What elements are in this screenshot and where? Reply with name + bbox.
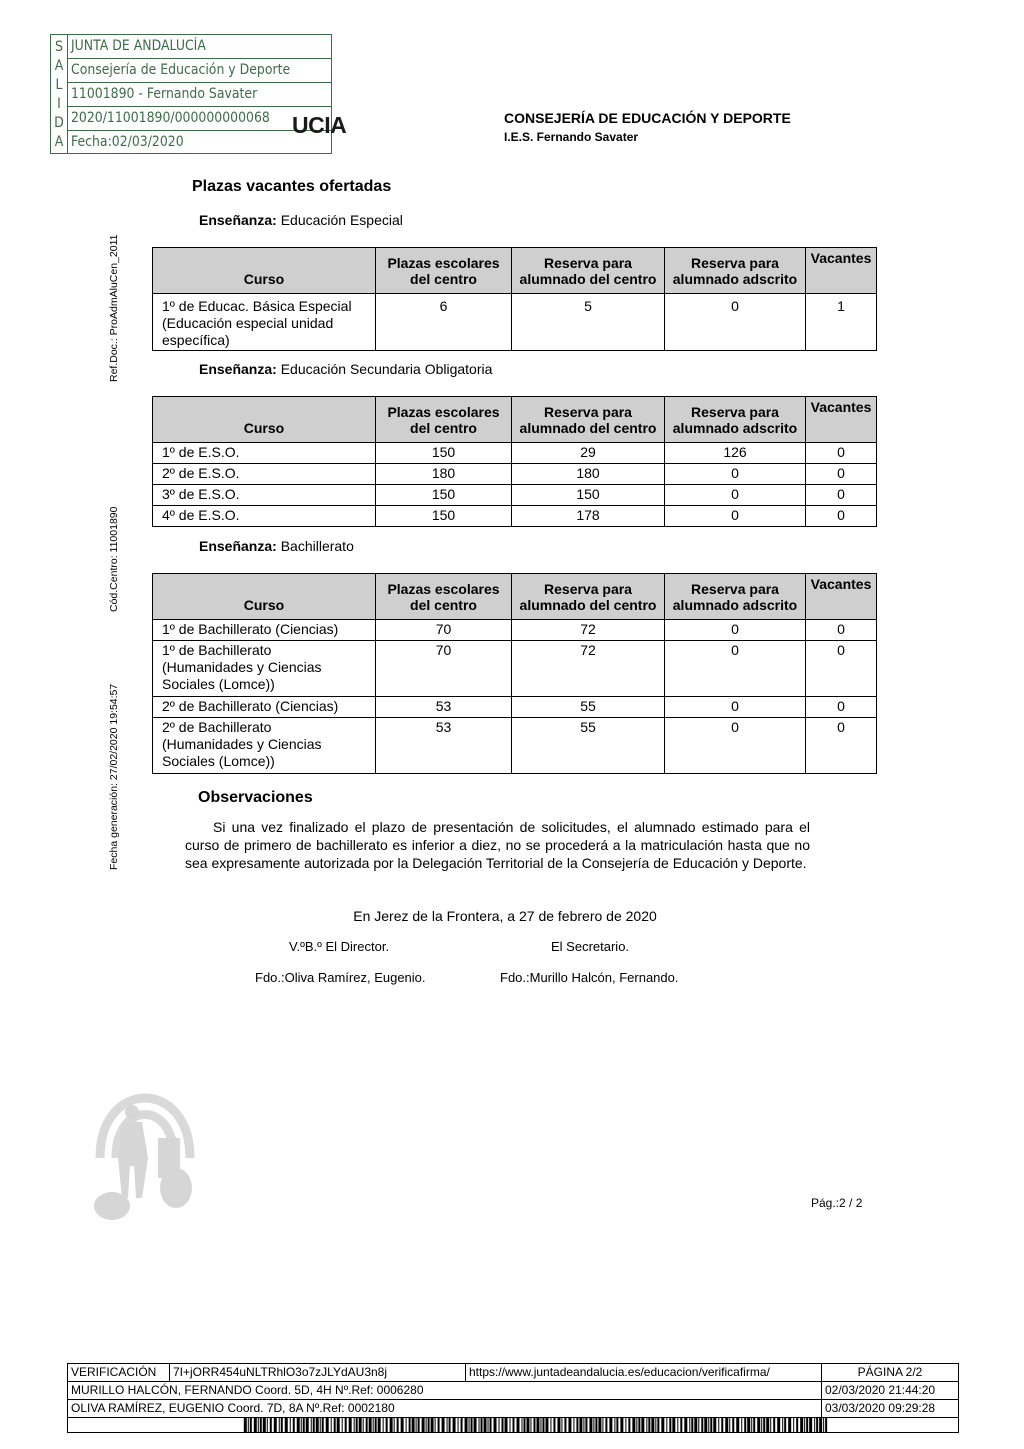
barcode-bar [784, 1418, 786, 1432]
barcode-bar [632, 1418, 635, 1432]
cell-reserva-centro: 55 [512, 697, 665, 718]
cell-reserva-centro: 180 [512, 464, 665, 485]
barcode-bar [540, 1418, 541, 1432]
cell-plazas: 150 [376, 506, 512, 527]
side-cod-centro: Cód.Centro: 11001890 [108, 506, 120, 612]
cell-reserva-adscrito: 0 [665, 485, 806, 506]
barcode-bar [281, 1418, 283, 1432]
barcode-bar [777, 1418, 780, 1432]
cell-reserva-centro: 72 [512, 620, 665, 641]
barcode-bar [322, 1418, 324, 1432]
barcode-bar [691, 1418, 693, 1432]
barcode-bar [646, 1418, 647, 1432]
barcode-bar [516, 1418, 519, 1432]
signer1-date: 02/03/2020 21:44:20 [822, 1382, 959, 1400]
barcode-bar [418, 1418, 420, 1432]
table-row [153, 697, 877, 718]
barcode-bar [770, 1418, 771, 1432]
director-role: V.ºB.º El Director. [289, 939, 390, 954]
barcode-bar [672, 1418, 675, 1432]
table-row [153, 485, 877, 506]
barcode-bar [356, 1418, 358, 1432]
barcode-bar [254, 1418, 257, 1432]
barcode-bar [394, 1418, 395, 1432]
col-header-vacantes: Vacantes [806, 397, 877, 443]
observaciones-text: Si una vez finalizado el plazo de presentación de solicitudes, el alumnado estimado para el curso de primero de bachillerato es inferior a diez, no se procederá a la matriculación hasta que no sea expresamente autorizada por la Delegación Territorial de la Consejería de Educación y Deporte. [185, 819, 810, 871]
table-row [153, 641, 877, 697]
barcode-bar [564, 1418, 566, 1432]
col-header-vacantes: Vacantes [806, 574, 877, 620]
barcode-bar [469, 1418, 470, 1432]
table-eso [152, 396, 877, 527]
barcode-bar [550, 1418, 551, 1432]
verification-page: PÁGINA 2/2 [822, 1364, 959, 1382]
col-header-curso: Curso [153, 248, 376, 294]
barcode-bar [704, 1418, 707, 1432]
barcode-bar [390, 1418, 393, 1432]
barcode-bar [614, 1418, 615, 1432]
barcode-bar [761, 1418, 762, 1432]
barcode-bar [804, 1418, 805, 1432]
barcode-bar [753, 1418, 755, 1432]
barcode-bar [311, 1418, 312, 1432]
cell-plazas: 53 [376, 697, 512, 718]
barcode-bar [694, 1418, 697, 1432]
signer1-info: MURILLO HALCÓN, FERNANDO Coord. 5D, 4H Nº.Ref: 0006280 [68, 1382, 822, 1400]
barcode-bar [471, 1418, 473, 1432]
col-header-reserva-adscrito: Reserva para alumnado adscrito [665, 248, 806, 294]
barcode-bar [698, 1418, 699, 1432]
table-row [153, 506, 877, 527]
cell-curso: 3º de E.S.O. [153, 485, 376, 506]
cell-vacantes: 0 [806, 697, 877, 718]
col-header-reserva-centro: Reserva para alumnado del centro [512, 397, 665, 443]
cell-reserva-adscrito: 126 [665, 443, 806, 464]
barcode-bar [744, 1418, 746, 1432]
barcode-bar [796, 1418, 798, 1432]
barcode-bar [816, 1418, 818, 1432]
barcode-bar [819, 1418, 822, 1432]
cell-curso: 1º de E.S.O. [153, 443, 376, 464]
table-row [153, 443, 877, 464]
cell-vacantes: 0 [806, 485, 877, 506]
barcode-bar [814, 1418, 815, 1432]
page-title: Plazas vacantes ofertadas [192, 178, 392, 195]
barcode-bar [258, 1418, 259, 1432]
cell-plazas: 150 [376, 443, 512, 464]
barcode-bar [666, 1418, 667, 1432]
barcode-bar [713, 1418, 716, 1432]
barcode-bar [447, 1418, 448, 1432]
cell-curso: 1º de Bachillerato (Ciencias) [153, 620, 376, 641]
barcode-bar [741, 1418, 742, 1432]
barcode-bar [449, 1418, 451, 1432]
cell-reserva-centro: 72 [512, 641, 665, 697]
verification-code: 7I+jORR454uNLTRhlO3o7zJLYdAU3n8j [170, 1364, 466, 1382]
cell-vacantes: 0 [806, 641, 877, 697]
barcode-bar [406, 1418, 407, 1432]
barcode-bar [260, 1418, 262, 1432]
barcode-bar [585, 1418, 587, 1432]
barcode-bar [326, 1418, 329, 1432]
barcode-bar [773, 1418, 775, 1432]
barcode-bar [386, 1418, 388, 1432]
barcode-bar [648, 1418, 650, 1432]
section-heading-eso: Enseñanza: Educación Secundaria Obligatoria [199, 361, 493, 377]
barcode-bar [655, 1418, 656, 1432]
barcode-bar [274, 1418, 277, 1432]
barcode-bar [431, 1418, 434, 1432]
barcode-bar [453, 1418, 456, 1432]
barcode-bar [536, 1418, 539, 1432]
cell-reserva-centro: 5 [512, 294, 665, 351]
barcode-bar [625, 1418, 626, 1432]
cell-reserva-adscrito: 0 [665, 641, 806, 697]
cell-curso: 1º de Bachillerato (Humanidades y Ciencias Sociales (Lomce)) [153, 641, 376, 697]
barcode-bar [523, 1418, 525, 1432]
cell-reserva-adscrito: 0 [665, 620, 806, 641]
table-row [153, 294, 877, 351]
barcode-bar [542, 1418, 544, 1432]
barcode-bar [669, 1418, 671, 1432]
barcode-bar [545, 1418, 548, 1432]
barcode-bar [620, 1418, 623, 1432]
barcode-bar [680, 1418, 682, 1432]
barcode-bar [593, 1418, 594, 1432]
barcode-bar [757, 1418, 760, 1432]
cell-reserva-centro: 55 [512, 718, 665, 774]
barcode-bar [375, 1418, 377, 1432]
barcode-bar [553, 1418, 555, 1432]
barcode-bar [349, 1418, 352, 1432]
barcode-bar [474, 1418, 477, 1432]
cell-plazas: 180 [376, 464, 512, 485]
org-subtitle: I.E.S. Fernando Savater [504, 130, 639, 144]
barcode-bar [806, 1418, 808, 1432]
stamp-salida-letters [51, 35, 68, 153]
org-title: CONSEJERÍA DE EDUCACIÓN Y DEPORTE [504, 110, 791, 126]
barcode-bar [568, 1418, 571, 1432]
director-name: Fdo.:Oliva Ramírez, Eugenio. [255, 970, 426, 985]
barcode-bar [244, 1418, 247, 1432]
cell-plazas: 70 [376, 641, 512, 697]
barcode-bar [651, 1418, 654, 1432]
cell-vacantes: 0 [806, 443, 877, 464]
barcode-bar [521, 1418, 522, 1432]
cell-curso: 2º de Bachillerato (Ciencias) [153, 697, 376, 718]
barcode-bar [316, 1418, 319, 1432]
barcode-bar [825, 1418, 827, 1432]
barcode-bar [793, 1418, 794, 1432]
cell-vacantes: 0 [806, 718, 877, 774]
barcode-bar [461, 1418, 463, 1432]
barcode-bar [345, 1418, 347, 1432]
barcode-bar [788, 1418, 791, 1432]
barcode-bar [809, 1418, 812, 1432]
stamp-letter: S [55, 38, 63, 55]
barcode-bar [657, 1418, 659, 1432]
barcode-bar [561, 1418, 562, 1432]
barcode-bar [598, 1418, 601, 1432]
stamp-letter: D [54, 114, 64, 131]
barcode-bar [263, 1418, 266, 1432]
place-date: En Jerez de la Frontera, a 27 de febrero de 2020 [353, 908, 657, 924]
barcode-bar [766, 1418, 769, 1432]
cell-reserva-adscrito: 0 [665, 697, 806, 718]
barcode-bar [677, 1418, 678, 1432]
barcode-bar [526, 1418, 529, 1432]
barcode-bar [729, 1418, 730, 1432]
cell-reserva-adscrito: 0 [665, 506, 806, 527]
barcode-bar [782, 1418, 783, 1432]
barcode-bar [416, 1418, 417, 1432]
barcode-bar [401, 1418, 404, 1432]
barcode-bar [279, 1418, 280, 1432]
barcode-bar [270, 1418, 272, 1432]
barcode-bar [412, 1418, 415, 1432]
barcode-bar [293, 1418, 295, 1432]
barcode-bar [579, 1418, 582, 1432]
col-header-plazas: Plazas escolares del centro [376, 574, 512, 620]
col-header-reserva-centro: Reserva para alumnado del centro [512, 248, 665, 294]
barcode-bar [267, 1418, 268, 1432]
barcode-bar [290, 1418, 291, 1432]
barcode-bar [689, 1418, 690, 1432]
col-header-plazas: Plazas escolares del centro [376, 397, 512, 443]
cell-curso: 4º de E.S.O. [153, 506, 376, 527]
secretario-role: El Secretario. [551, 939, 630, 954]
barcode-bar [320, 1418, 321, 1432]
col-header-reserva-adscrito: Reserva para alumnado adscrito [665, 397, 806, 443]
verification-url[interactable]: https://www.juntadeandalucia.es/educacion/verificafirma/ [466, 1364, 822, 1382]
barcode-bar [248, 1418, 249, 1432]
col-header-plazas: Plazas escolares del centro [376, 248, 512, 294]
barcode-bar [359, 1418, 362, 1432]
barcode-bar [576, 1418, 578, 1432]
signer2-date: 03/03/2020 09:29:28 [822, 1400, 959, 1418]
barcode-bar [557, 1418, 560, 1432]
cell-reserva-adscrito: 0 [665, 464, 806, 485]
cell-vacantes: 1 [806, 294, 877, 351]
barcode-bar [297, 1418, 300, 1432]
cell-plazas: 70 [376, 620, 512, 641]
barcode-bar [499, 1418, 500, 1432]
barcode-bar [661, 1418, 664, 1432]
barcode-bar [481, 1418, 483, 1432]
barcode-bar [438, 1418, 440, 1432]
cell-reserva-adscrito: 0 [665, 294, 806, 351]
cell-reserva-centro: 150 [512, 485, 665, 506]
barcode-bar [763, 1418, 765, 1432]
table-row [153, 464, 877, 485]
col-header-reserva-centro: Reserva para alumnado del centro [512, 574, 665, 620]
barcode-bar [422, 1418, 425, 1432]
barcode-bar [366, 1418, 368, 1432]
section-heading-bachillerato: Enseñanza: Bachillerato [199, 538, 354, 554]
cell-vacantes: 0 [806, 464, 877, 485]
signer2-info: OLIVA RAMÍREZ, EUGENIO Coord. 7D, 8A Nº.Ref: 0002180 [68, 1400, 822, 1418]
barcode-bar [331, 1418, 332, 1432]
barcode-bar [736, 1418, 739, 1432]
cell-vacantes: 0 [806, 506, 877, 527]
barcode-bar [488, 1418, 489, 1432]
barcode-bar [334, 1418, 336, 1432]
barcode-bar [583, 1418, 584, 1432]
barcode-bar [800, 1418, 803, 1432]
cell-reserva-centro: 29 [512, 443, 665, 464]
page-number: Pág.:2 / 2 [811, 1196, 863, 1210]
barcode-bar [502, 1418, 504, 1432]
barcode-bar [595, 1418, 597, 1432]
barcode-bar [397, 1418, 399, 1432]
barcode-bar [490, 1418, 492, 1432]
barcode-bar [609, 1418, 612, 1432]
side-fecha-generacion: Fecha generación: 27/02/2020 19:54:57 [108, 683, 120, 870]
barcode-bar [513, 1418, 515, 1432]
junta-crest-watermark [92, 1038, 200, 1226]
stamp-letter: L [55, 76, 63, 93]
barcode-bar [708, 1418, 709, 1432]
barcode-bar [378, 1418, 381, 1432]
barcode-bar [250, 1418, 252, 1432]
barcode-bar [701, 1418, 703, 1432]
barcode-bar [638, 1418, 640, 1432]
barcode-bar [710, 1418, 712, 1432]
barcode-bar [747, 1418, 750, 1432]
barcode-bar [684, 1418, 687, 1432]
stamp-letter: I [57, 95, 61, 112]
barcode-bar [428, 1418, 430, 1432]
barcode-bar [479, 1418, 480, 1432]
barcode-bar [605, 1418, 607, 1432]
col-header-curso: Curso [153, 574, 376, 620]
barcode-bar [636, 1418, 637, 1432]
barcode-bar [628, 1418, 630, 1432]
barcode-bar [751, 1418, 752, 1432]
cell-plazas: 6 [376, 294, 512, 351]
barcode-bar [602, 1418, 603, 1432]
cell-reserva-adscrito: 0 [665, 718, 806, 774]
barcode-bar [732, 1418, 734, 1432]
table-especial [152, 247, 877, 351]
cell-curso: 2º de E.S.O. [153, 464, 376, 485]
barcode-bar [533, 1418, 535, 1432]
table-row [153, 620, 877, 641]
barcode-bar [435, 1418, 436, 1432]
barcode-cell [68, 1418, 959, 1433]
table-row [153, 718, 877, 774]
barcode-bar [465, 1418, 468, 1432]
barcode-bar [285, 1418, 288, 1432]
barcode-bar [303, 1418, 305, 1432]
stamp-letter: A [54, 57, 64, 74]
barcode-bar [505, 1418, 508, 1432]
verification-label: VERIFICACIÓN [68, 1364, 170, 1382]
barcode-bar [494, 1418, 497, 1432]
barcode-bar [363, 1418, 364, 1432]
barcode-bar [484, 1418, 487, 1432]
barcode-bar [373, 1418, 374, 1432]
barcode-bar [409, 1418, 411, 1432]
barcode-bar [306, 1418, 309, 1432]
section-heading-especial: Enseñanza: Educación Especial [199, 212, 403, 228]
cell-plazas: 53 [376, 718, 512, 774]
table-bachillerato [152, 573, 877, 774]
barcode-bar [442, 1418, 445, 1432]
verification-footer [67, 1363, 959, 1433]
barcode-bar [383, 1418, 384, 1432]
barcode-bar [718, 1418, 719, 1432]
registry-stamp [50, 34, 332, 154]
barcode-bar [301, 1418, 302, 1432]
barcode-bar [530, 1418, 531, 1432]
barcode-bar [342, 1418, 343, 1432]
barcode-bar [823, 1418, 824, 1432]
barcode-bar [337, 1418, 340, 1432]
barcode-bar [426, 1418, 427, 1432]
col-header-vacantes: Vacantes [806, 248, 877, 294]
barcode-bar [589, 1418, 592, 1432]
secretario-name: Fdo.:Murillo Halcón, Fernando. [500, 970, 679, 985]
stamp-line-org: JUNTA DE ANDALUCÍA [68, 35, 331, 59]
cell-plazas: 150 [376, 485, 512, 506]
barcode-bar [721, 1418, 723, 1432]
stamp-letter: A [54, 133, 64, 150]
barcode-bar [354, 1418, 355, 1432]
barcode-bar [458, 1418, 459, 1432]
stamp-line-center: 11001890 - Fernando Savater [68, 83, 331, 107]
barcode-bar [510, 1418, 511, 1432]
cell-curso: 1º de Educac. Básica Especial (Educación especial unidad específica) [153, 294, 376, 351]
observaciones-title: Observaciones [198, 789, 313, 806]
col-header-reserva-adscrito: Reserva para alumnado adscrito [665, 574, 806, 620]
cell-reserva-centro: 178 [512, 506, 665, 527]
stamp-line-date: Fecha:02/03/2020 [71, 134, 184, 150]
cell-vacantes: 0 [806, 620, 877, 641]
barcode-bar [641, 1418, 644, 1432]
side-ref-doc: Ref.Doc.: ProAdmAluCen_2011 [108, 234, 120, 382]
barcode-bar [616, 1418, 618, 1432]
stamp-line-dept: Consejería de Educación y Deporte [68, 59, 331, 83]
barcode-bar [369, 1418, 372, 1432]
barcode-bar [573, 1418, 574, 1432]
verification-barcode [68, 1418, 958, 1432]
junta-logo-text: UCIA [292, 112, 347, 138]
barcode-bar [725, 1418, 728, 1432]
barcode-bar [313, 1418, 315, 1432]
cell-curso: 2º de Bachillerato (Humanidades y Ciencias Sociales (Lomce)) [153, 718, 376, 774]
col-header-curso: Curso [153, 397, 376, 443]
stamp-line-number: 2020/11001890/000000000068 [68, 107, 331, 131]
